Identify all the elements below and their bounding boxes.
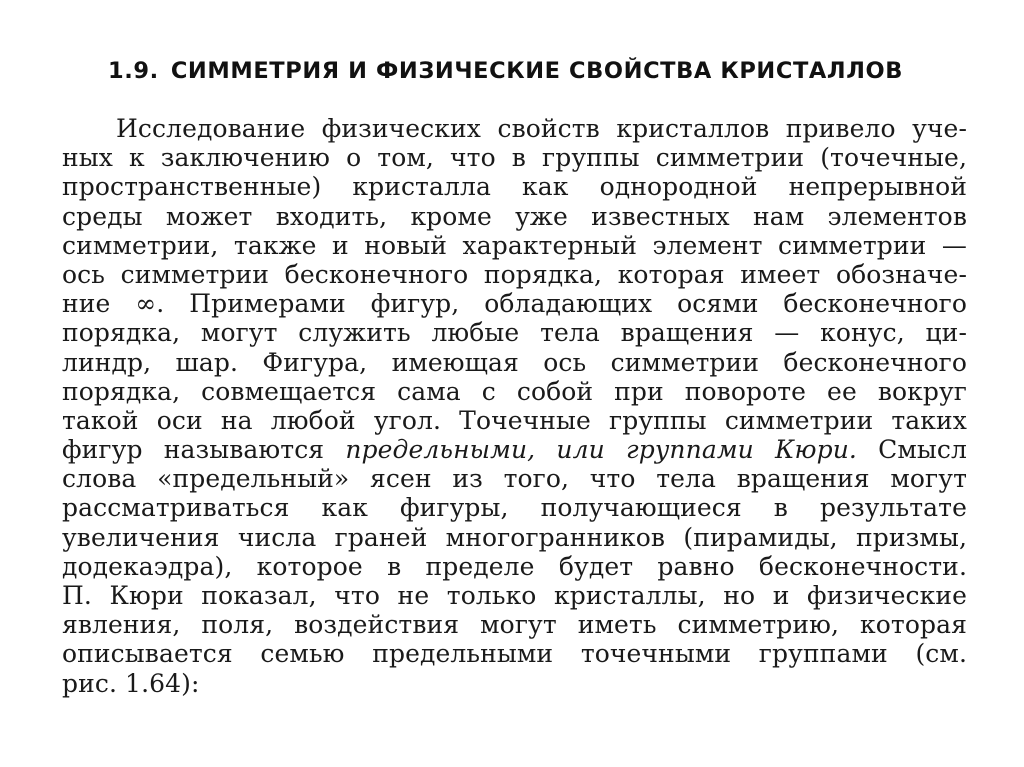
body-text — [62, 114, 967, 698]
text-line: описывается семью предельными точечными группами (см. — [62, 639, 967, 669]
text-line: рис. 1.64): — [62, 668, 200, 698]
text-line: линдр, шар. Фигура, имеющая ось симметрии бесконечного — [62, 347, 967, 377]
text-line: П. Кюри показал, что не только кристаллы, но и физические — [62, 581, 967, 610]
text-line-with-italic — [62, 435, 967, 464]
italic-term: предельными, или группами Кюри. — [345, 435, 857, 465]
text-line: слова «предельный» ясен из того, что тела вращения могут — [62, 464, 967, 494]
section-heading — [108, 58, 928, 84]
text-line: ние ∞. Примерами фигур, обладающих осями бесконечного — [62, 289, 967, 319]
text-line: явления, поля, воздействия могут иметь симметрию, которая — [62, 610, 967, 640]
text-line: симметрии, также и новый характерный элемент симметрии — — [62, 230, 967, 260]
text-line: порядка, могут служить любые тела вращения — конус, ци- — [62, 318, 967, 348]
section-title: СИММЕТРИЯ И ФИЗИЧЕСКИЕ СВОЙСТВА КРИСТАЛЛОВ — [170, 58, 903, 84]
text-line: додекаэдра), которое в пределе будет равно бесконечности. — [62, 551, 967, 581]
text-line: такой оси на любой угол. Точечные группы симметрии таких — [62, 405, 967, 435]
text-segment: Смысл — [856, 435, 967, 465]
text-line: пространственные) кристалла как однородной непрерывной — [62, 172, 967, 202]
text-line: среды может входить, кроме уже известных нам элементов — [62, 201, 967, 231]
text-line: порядка, совмещается сама с собой при повороте ее вокруг — [62, 376, 967, 406]
text-line: ось симметрии бесконечного порядка, которая имеет обозначе- — [62, 259, 967, 289]
text-line: увеличения числа граней многогранников (пирамиды, призмы, — [62, 522, 967, 552]
section-number: 1.9. — [108, 58, 159, 84]
text-line: рассматриваться как фигуры, получающиеся в результате — [62, 493, 967, 523]
text-line: ных к заключению о том, что в группы симметрии (точечные, — [62, 143, 967, 173]
text-segment: фигур называются — [62, 435, 346, 465]
text-line: Исследование физических свойств кристаллов привело уче- — [116, 114, 967, 143]
